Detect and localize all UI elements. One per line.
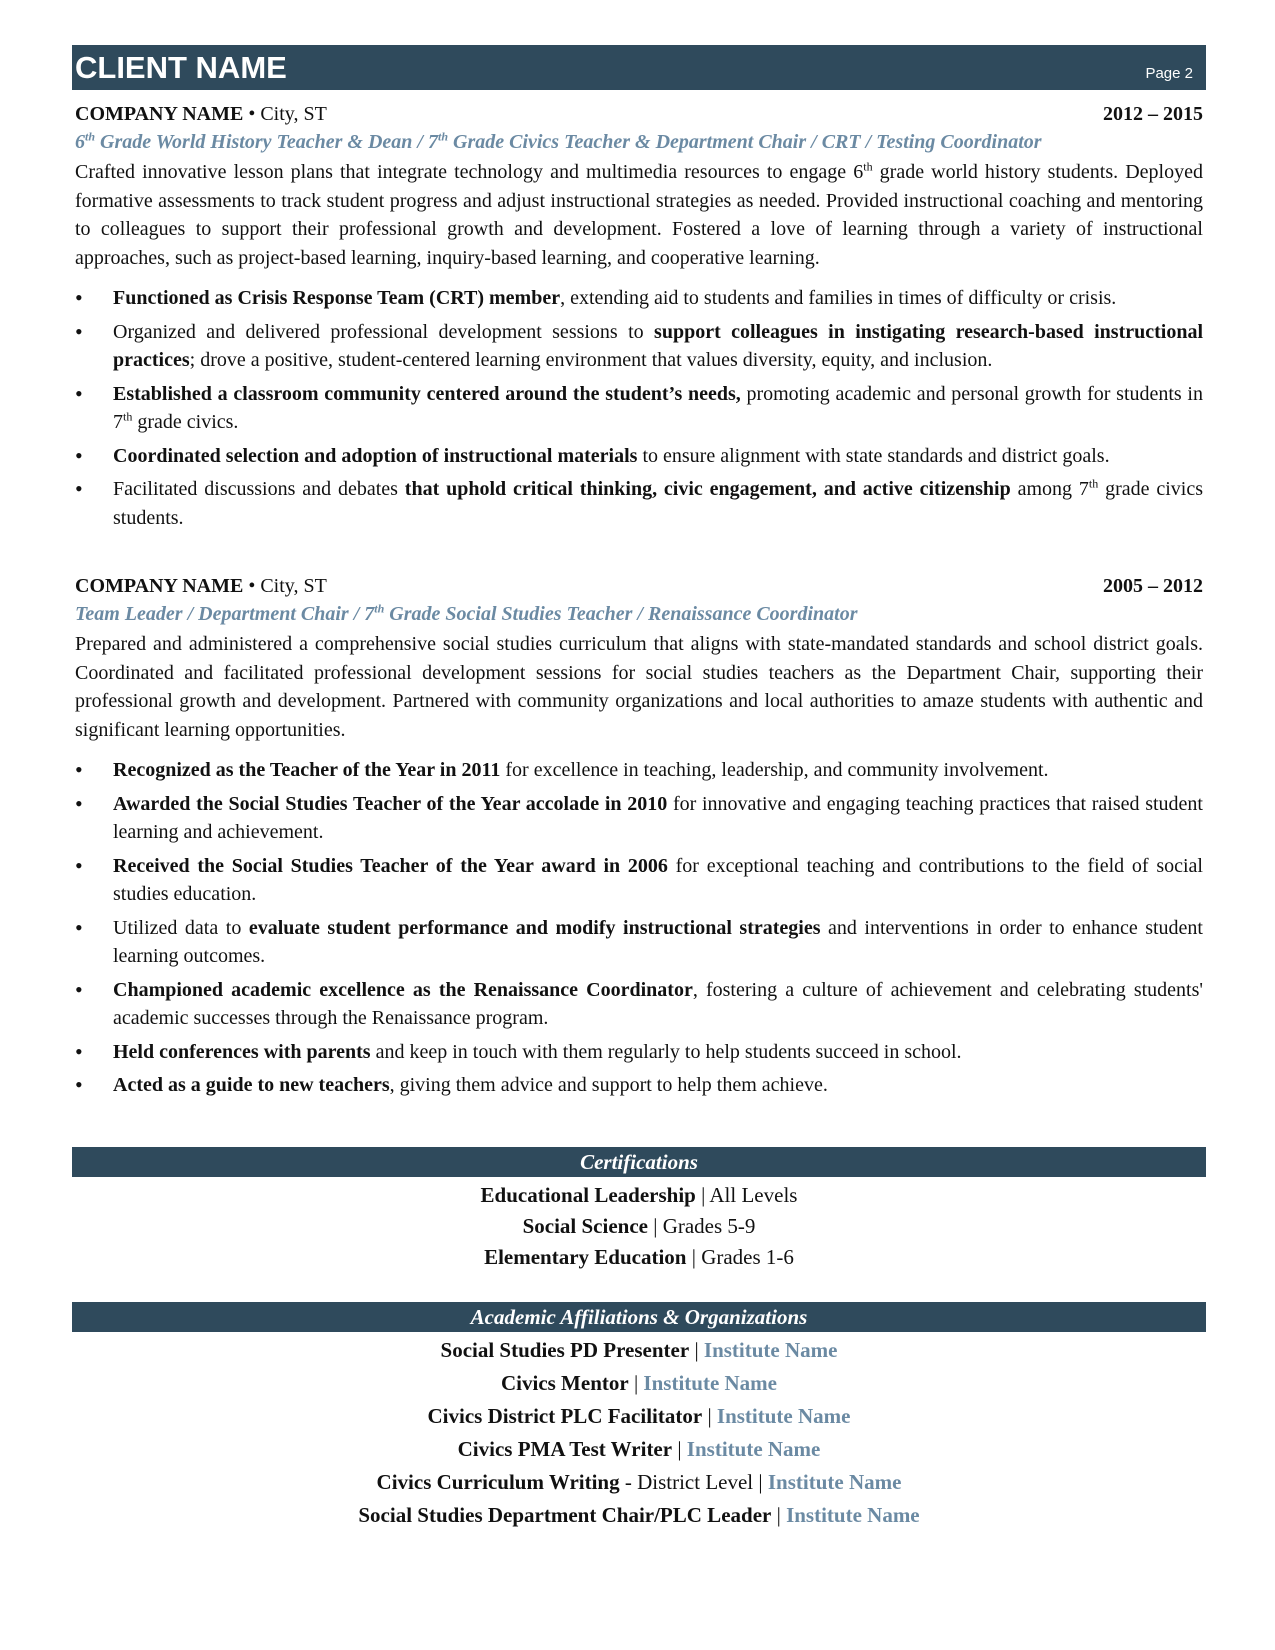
job-entry-2 — [75, 572, 1203, 1105]
header-bar — [72, 45, 1206, 90]
list-item: • Recognized as the Teacher of the Year in 2011 for excellence in teaching, leadership, and community involvement. — [75, 756, 1203, 785]
job-title: 6th Grade World History Teacher & Dean / 7th Grade Civics Teacher & Department Chair / CRT / Testing Coordinator — [75, 129, 1042, 153]
company-location: • City, ST — [243, 103, 327, 125]
job-dates: 2005 – 2012 — [1103, 575, 1203, 597]
list-item: Civics Mentor | Institute Name — [500, 1371, 777, 1395]
job-header — [75, 572, 1203, 600]
affiliations-heading: Academic Affiliations & Organizations — [72, 1302, 1206, 1332]
achievement-list — [75, 756, 1203, 1100]
list-item: • Championed academic excellence as the Renaissance Coordinator, fostering a culture of achievement and celebrating students' academic successes through the Renaissance program. — [75, 976, 1203, 1033]
list-item: • Organized and delivered professional development sessions to support colleagues in instigating research-based instructional practices; drove a positive, student-centered learning environment that values diversity, equity, and inclusion. — [75, 318, 1203, 375]
achievement-list — [75, 284, 1203, 532]
certifications-list — [72, 1180, 1206, 1273]
list-item: • Awarded the Social Studies Teacher of the Year accolade in 2010 for innovative and engaging teaching practices that raised student learning and achievement. — [75, 790, 1203, 847]
list-item: • Facilitated discussions and debates that uphold critical thinking, civic engagement, and active citizenship among 7th grade civics students. — [75, 475, 1203, 532]
job-title: Team Leader / Department Chair / 7th Grade Social Studies Teacher / Renaissance Coordinator — [75, 601, 858, 625]
list-item: • Utilized data to evaluate student performance and modify instructional strategies and interventions in order to enhance student learning outcomes. — [75, 914, 1203, 971]
list-item: Social Studies PD Presenter | Institute Name — [440, 1338, 838, 1362]
list-item: • Established a classroom community centered around the student’s needs, promoting academic and personal growth for students in 7th grade civics. — [75, 380, 1203, 437]
list-item: Civics Curriculum Writing - District Level | Institute Name — [376, 1470, 902, 1494]
list-item: • Received the Social Studies Teacher of the Year award in 2006 for exceptional teaching and contributions to the field of social studies education. — [75, 852, 1203, 909]
list-item: • Acted as a guide to new teachers, giving them advice and support to help them achieve. — [75, 1071, 1203, 1100]
list-item: Elementary Education | Grades 1-6 — [484, 1245, 794, 1269]
list-item: Social Studies Department Chair/PLC Leader | Institute Name — [358, 1503, 920, 1527]
job-description: Prepared and administered a comprehensive social studies curriculum that aligns with state-mandated standards and school district goals. Coordinated and facilitated professional development sessions for social studies teachers as the Department Chair, supporting their professional growth and development. Partnered with community organizations and local authorities to amaze students with authentic and significant learning opportunities. — [75, 633, 1203, 741]
company-name: COMPANY NAME — [75, 575, 244, 597]
affiliations-list — [72, 1334, 1206, 1532]
company-location: • City, ST — [243, 575, 327, 597]
certifications-heading: Certifications — [72, 1147, 1206, 1177]
list-item: • Coordinated selection and adoption of instructional materials to ensure alignment with state standards and district goals. — [75, 442, 1203, 471]
list-item: • Held conferences with parents and keep in touch with them regularly to help students succeed in school. — [75, 1038, 1203, 1067]
list-item: Civics District PLC Facilitator | Institute Name — [427, 1404, 851, 1428]
list-item: Civics PMA Test Writer | Institute Name — [457, 1437, 821, 1461]
client-name: CLIENT NAME — [75, 50, 287, 85]
page-number: Page 2 — [1145, 65, 1193, 82]
job-description: Crafted innovative lesson plans that integrate technology and multimedia resources to engage 6th grade world history students. Deployed formative assessments to track student progress and adjust instructional strategies as needed. Provided instructional coaching and mentoring to colleagues to support their professional growth and development. Fostered a love of learning through a variety of instructional approaches, such as project-based learning, inquiry-based learning, and cooperative learning. — [75, 159, 1203, 269]
job-dates: 2012 – 2015 — [1103, 103, 1203, 125]
list-item: • Functioned as Crisis Response Team (CRT) member, extending aid to students and families in times of difficulty or crisis. — [75, 284, 1203, 313]
job-header — [75, 100, 1203, 128]
job-entry-1 — [75, 100, 1203, 537]
list-item: Social Science | Grades 5-9 — [522, 1214, 756, 1238]
list-item: Educational Leadership | All Levels — [480, 1183, 798, 1207]
company-name: COMPANY NAME — [75, 103, 244, 125]
